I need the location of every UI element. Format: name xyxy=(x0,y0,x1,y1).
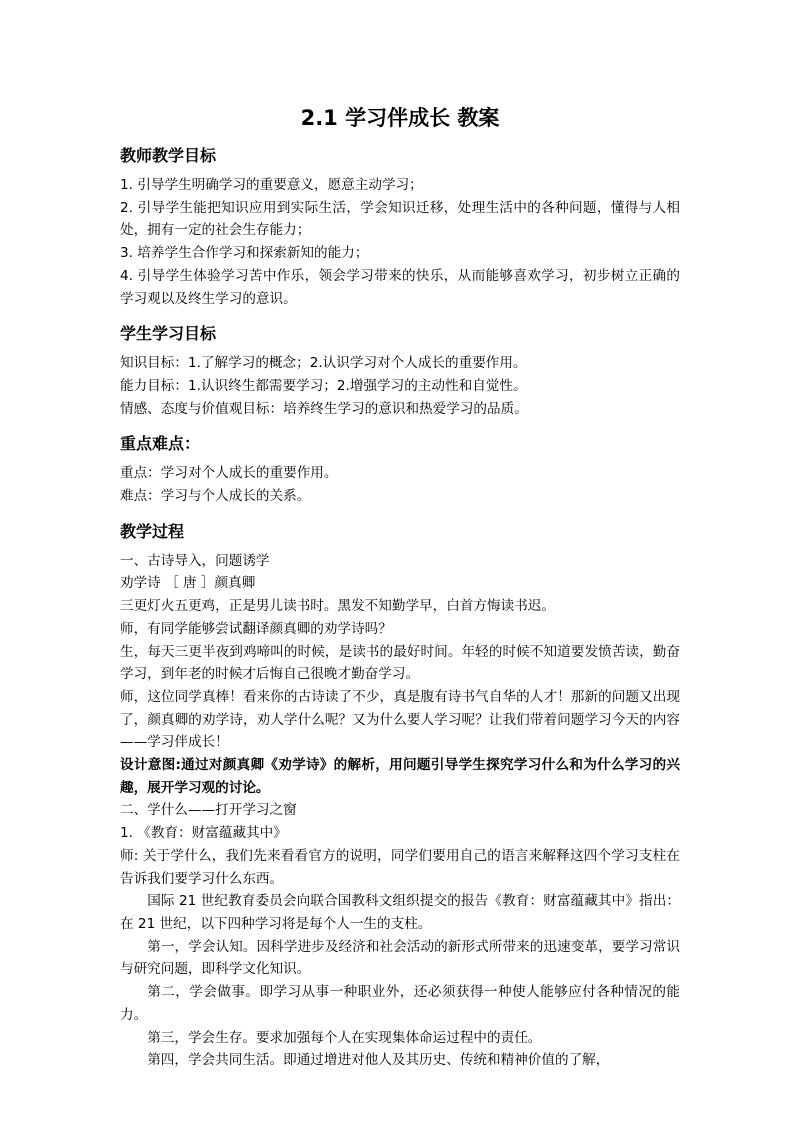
teacher-goal-4: 4. 引导学生体验学习苦中作乐，领会学习带来的快乐，从而能够喜欢学习，初步树立正确的学习观以及终生学习的意识。 xyxy=(120,267,680,307)
part2-title: 二、学什么——打开学习之窗 xyxy=(120,802,297,819)
student-goals-heading: 学生学习目标 xyxy=(120,324,217,344)
poem-title: 劝学诗 ［ 唐 ］颜真卿 xyxy=(120,575,256,592)
teacher-question-2: 师，这位同学真棒！看来你的古诗读了不少，真是腹有诗书气自华的人才！那新的问题又出现了，颜真卿的劝学诗，劝人学什么呢？又为什么要人学习呢？让我们带着问题学习今天的内容——学习伴成长！ xyxy=(120,688,680,751)
teacher-goal-1: 1. 引导学生明确学习的重要意义，愿意主动学习； xyxy=(120,177,423,193)
teacher-goals-heading: 教师教学目标 xyxy=(120,146,217,165)
student-goal-attitude: 情感、态度与价值观目标：培养终生学习的意识和热爱学习的品质。 xyxy=(120,400,528,417)
report-text: 国际 21 世纪教育委员会向联合国教科文组织提交的报告《教育：财富蕴藏其中》指出：在 21 世纪，以下四种学习将是每个人一生的支柱。 xyxy=(120,893,680,932)
student-goal-ability: 能力目标：1.认识终生都需要学习；2.增强学习的主动性和自觉性。 xyxy=(120,377,527,394)
teacher-question-3: 师: 关于学什么，我们先来看看官方的说明，同学们要用自己的语言来解释这四个学习支柱在告诉我们要学习什么东西。 xyxy=(120,847,680,887)
pillar-3: 第三，学会生存。要求加强每个人在实现集体命运过程中的责任。 xyxy=(147,1029,542,1046)
design-intent: 设计意图:通过对颜真卿《劝学诗》的解析，用问题引导学生探究学习什么和为什么学习的兴趣，展开学习观的讨论。 xyxy=(120,757,680,796)
pillar-1: 第一，学会认知。因科学进步及经济和社会活动的新形式所带来的迅速变革，要学习常识与研究问题，即科学文化知识。 xyxy=(120,938,680,978)
page-title: 2.1 学习伴成长 教案 xyxy=(300,106,500,130)
teacher-goal-3: 3. 培养学生合作学习和探索新知的能力； xyxy=(120,245,369,262)
key-points-heading: 重点难点： xyxy=(120,434,201,454)
key-point: 重点：学习对个人成长的重要作用。 xyxy=(120,465,338,482)
pillar-4: 第四，学会共同生活。即通过增进对他人及其历史、传统和精神价值的了解， xyxy=(147,1052,610,1069)
poem-text: 三更灯火五更鸡，正是男儿读书时。黑发不知勤学早，白首方悔读书迟。 xyxy=(120,598,555,615)
teacher-goal-2: 2. 引导学生能把知识应用到实际生活，学会知识迁移，处理生活中的各种问题，懂得与人相处，拥有一定的社会生存能力； xyxy=(120,199,680,239)
difficult-point: 难点：学习与个人成长的关系。 xyxy=(120,488,311,505)
process-heading: 教学过程 xyxy=(120,521,185,541)
teacher-question-1: 师，有同学能够尝试翻译颜真卿的劝学诗吗？ xyxy=(120,620,392,637)
document-page xyxy=(120,100,680,1072)
pillar-2: 第二，学会做事。即学习从事一种职业外，还必须获得一种使人能够应付各种情况的能力。 xyxy=(120,984,680,1023)
part1-title: 一、古诗导入，问题诱学 xyxy=(120,552,270,569)
sub1-title: 1. 《教育：财富蕴藏其中》 xyxy=(120,825,287,842)
student-answer-1: 生，每天三更半夜到鸡啼叫的时候，是读书的最好时间。年轻的时候不知道要发愤苦读，勤奋学习，到年老的时候才后悔自己很晚才勤奋学习。 xyxy=(120,643,680,683)
student-goal-knowledge: 知识目标：1.了解学习的概念；2.认识学习对个人成长的重要作用。 xyxy=(120,355,527,372)
